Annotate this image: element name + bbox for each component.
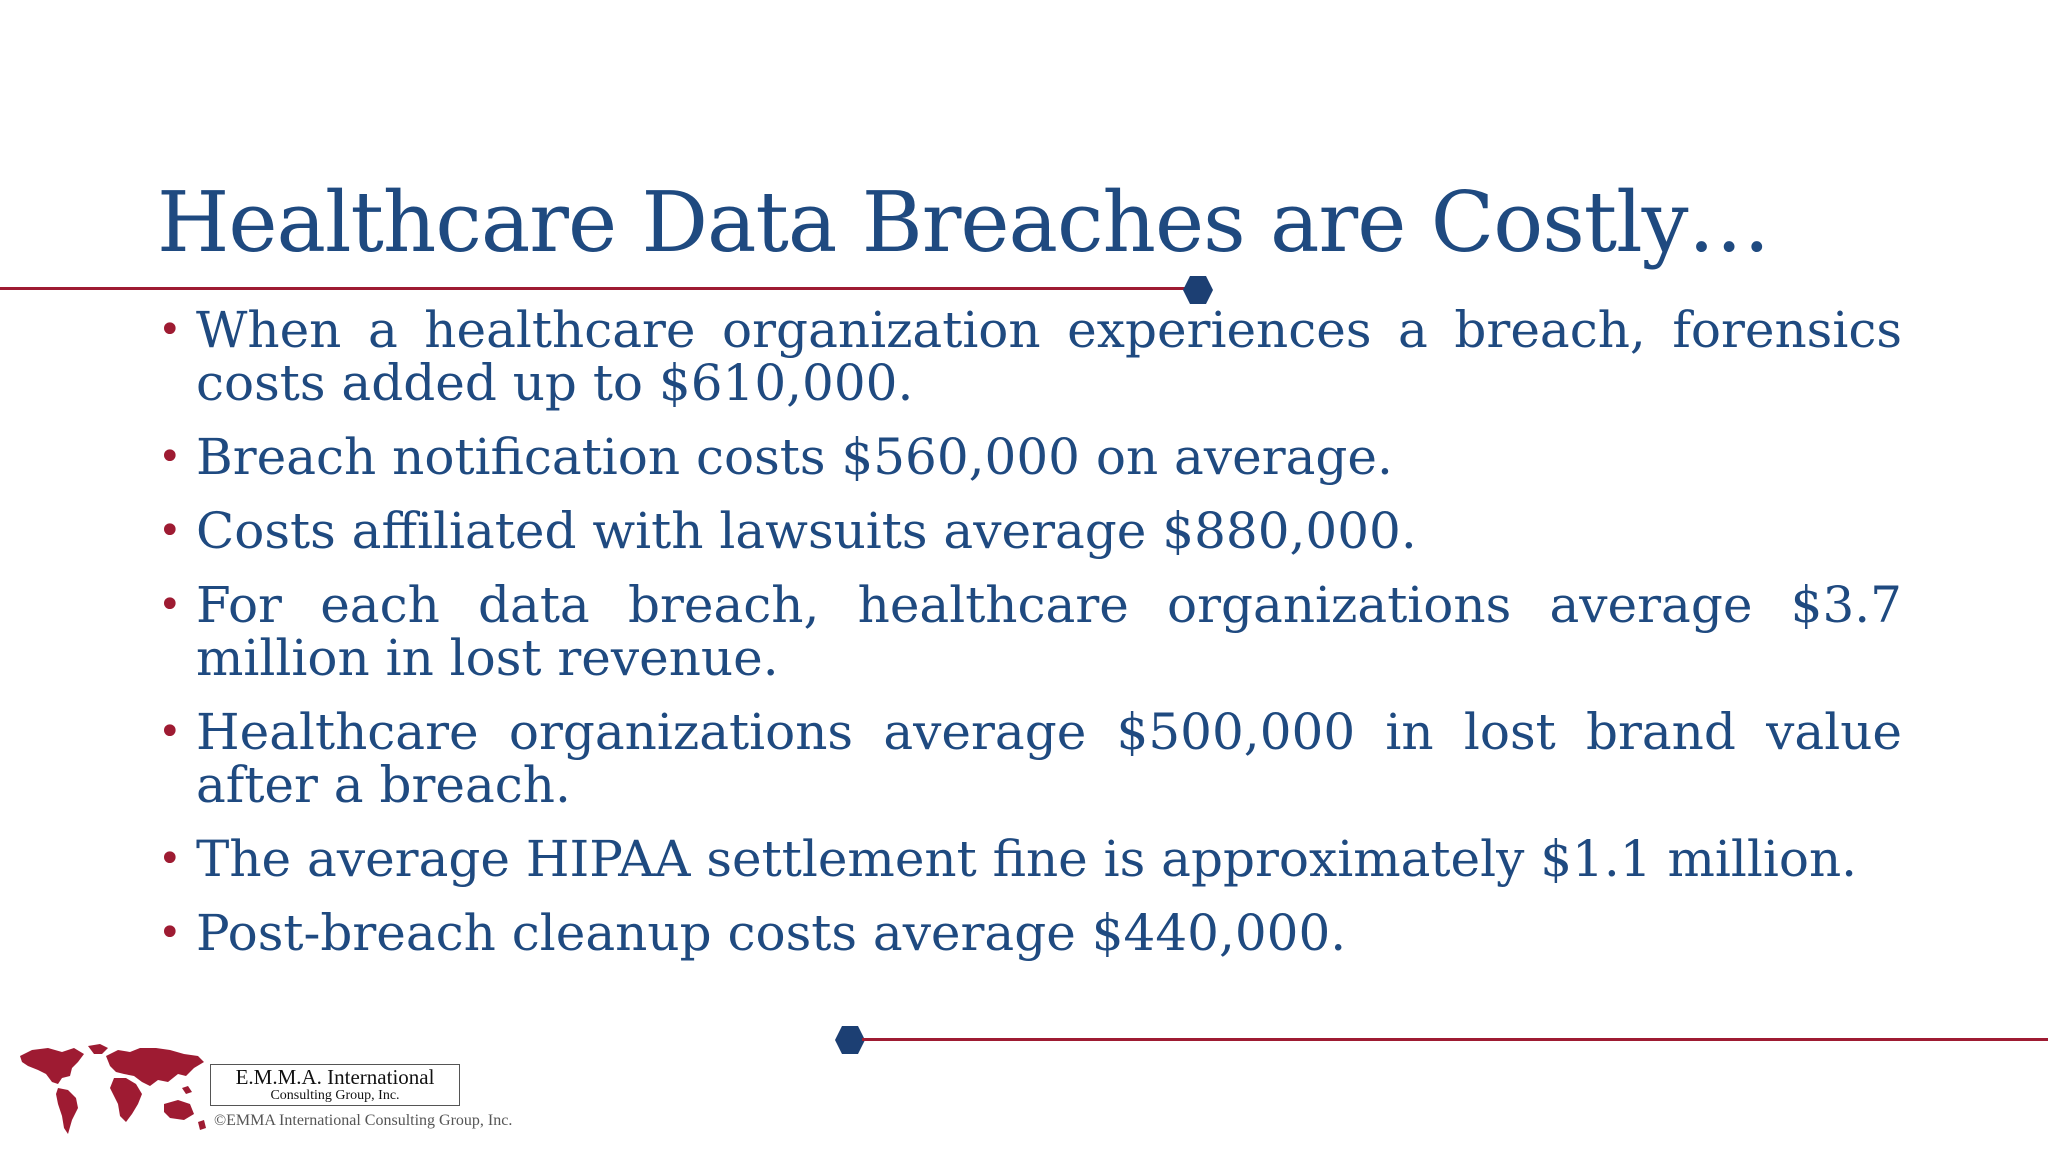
bullet-text: For each data breach, healthcare organizations average $3.7 million in lost revenue. xyxy=(196,576,1902,687)
bullet-item xyxy=(150,428,1902,486)
bottom-divider-line xyxy=(862,1038,2048,1041)
bullet-text: Healthcare organizations average $500,000 in lost brand value after a breach. xyxy=(196,703,1902,814)
bullet-text: Post-breach cleanup costs average $440,000. xyxy=(196,904,1347,962)
bullet-marker: • xyxy=(158,836,182,882)
bullet-marker: • xyxy=(158,709,182,755)
logo-subtitle: Consulting Group, Inc. xyxy=(270,1088,400,1103)
bullet-item xyxy=(150,830,1902,888)
bullet-item xyxy=(150,904,1902,962)
bullet-text: When a healthcare organization experiences a breach, forensics costs added up to $610,000. xyxy=(196,301,1902,412)
bullet-marker: • xyxy=(158,434,182,480)
copyright-text: ©EMMA International Consulting Group, Inc. xyxy=(214,1112,513,1129)
slide-title: Healthcare Data Breaches are Costly… xyxy=(157,174,1770,271)
bullet-text: Costs affiliated with lawsuits average $880,000. xyxy=(196,502,1417,560)
bullet-item xyxy=(150,576,1902,687)
top-divider-line xyxy=(0,287,1186,290)
world-map-icon xyxy=(18,1042,218,1142)
company-logo xyxy=(210,1064,460,1106)
bullet-item xyxy=(150,502,1902,560)
bullet-text: Breach notification costs $560,000 on average. xyxy=(196,428,1393,486)
bullet-text: The average HIPAA settlement fine is approximately $1.1 million. xyxy=(196,830,1858,888)
bullet-item xyxy=(150,301,1902,412)
bullet-marker: • xyxy=(158,582,182,628)
logo-name: E.M.M.A. International xyxy=(235,1065,435,1089)
bullet-marker: • xyxy=(158,508,182,554)
bullet-list xyxy=(150,301,1902,981)
bullet-item xyxy=(150,703,1902,814)
bullet-marker: • xyxy=(158,307,182,353)
bullet-marker: • xyxy=(158,910,182,956)
footer xyxy=(18,1042,618,1142)
